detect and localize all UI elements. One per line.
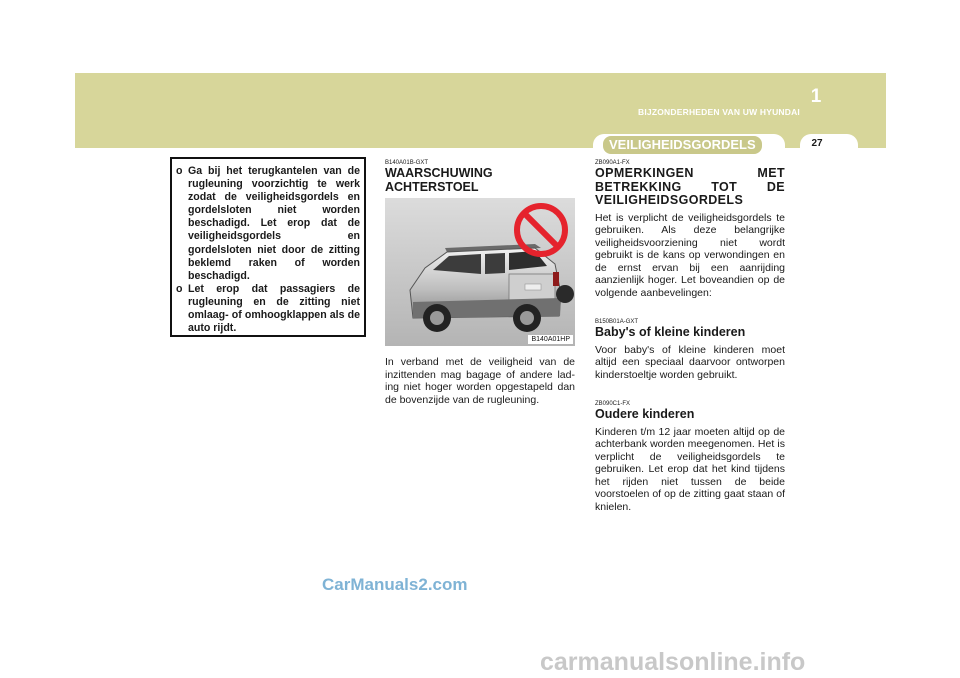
bullet: o <box>176 282 183 295</box>
warning-text: Ga bij het terugkantelen van de rugleuning voorzichtig te werk zodat de veiligheidsgordels en gordelsloten niet worden beschadigd. Let erop dat de veiligheidsgordels en gordelsloten niet door de zitting beklemd raken of worden beschadigd. <box>188 165 360 282</box>
column-rear-seat-warning <box>385 160 575 406</box>
section-code: B150B01A-GXT <box>595 319 639 325</box>
section-heading: Oudere kinderen <box>595 407 695 421</box>
prohibition-icon <box>513 202 569 258</box>
column-seatbelt-notes <box>595 160 785 533</box>
section-heading: Baby's of kleine kinderen <box>595 325 746 339</box>
warning-box <box>170 157 366 337</box>
image-caption: B140A01HP <box>528 335 573 344</box>
section-block <box>595 319 785 381</box>
bullet: o <box>176 165 183 177</box>
section-tab <box>593 134 785 155</box>
section-code: ZB090A1-FX <box>595 160 630 166</box>
page-number: 27 <box>811 138 823 149</box>
section-body: Kinderen t/m 12 jaar moeten altijd op de achterbank worden meegenomen. Het is verplicht de veiligheidsgordels te gebruiken. Let erop dat het kind tijdens het rijden niet tussen de beide voorstoelen of op de zitting gaat staan of knielen. <box>595 425 785 513</box>
section-code: ZB090C1-FX <box>595 401 631 407</box>
suv-illustration <box>385 198 575 346</box>
section-title: VEILIGHEIDSGORDELS <box>603 136 762 154</box>
section-heading: OPMERKINGEN MET BETREKKING TOT DE VEILIGHEIDSGORDELS <box>595 166 785 207</box>
warning-item <box>176 165 360 283</box>
warning-item <box>176 283 360 335</box>
section-body: Voor baby's of kleine kinderen moet altijd een speciaal daarvoor ontworpen kinderstoeltje worden gebruikt. <box>595 343 785 381</box>
section-block <box>595 160 785 299</box>
warning-text: Let erop dat passagiers de rugleuning en de zitting niet omlaag- of omhoogklappen als de auto rijdt. <box>188 282 360 335</box>
section-block <box>595 401 785 513</box>
section-body: Het is verplicht de veiligheidsgordels te gebruiken. Als deze belangrijke veiligheidsvoorziening niet wordt gebruikt is de kans op verwondingen en de ernst ervan bij een aanrijding aanzienlijk hoger. Let boveandien op de volgende aanbevelingen: <box>595 211 785 299</box>
chapter-title: BIJZONDERHEDEN VAN UW HYUNDAI <box>638 107 800 117</box>
page-tab <box>800 134 858 155</box>
carmanuals-watermark-link[interactable]: CarManuals2.com <box>322 575 468 594</box>
section-heading: WAARSCHUWING ACHTERSTOEL <box>385 166 493 194</box>
carmanualsonline-watermark: carmanualsonline.info <box>540 648 806 676</box>
section-code: B140A01B-GXT <box>385 160 429 166</box>
chapter-number: 1 <box>810 86 822 107</box>
section-body: In verband met de veiligheid van de inzittenden mag bagage of andere lad-ing niet hoger worden opgestapeld dan de bovenzijde van de rugleuning. <box>385 356 575 406</box>
